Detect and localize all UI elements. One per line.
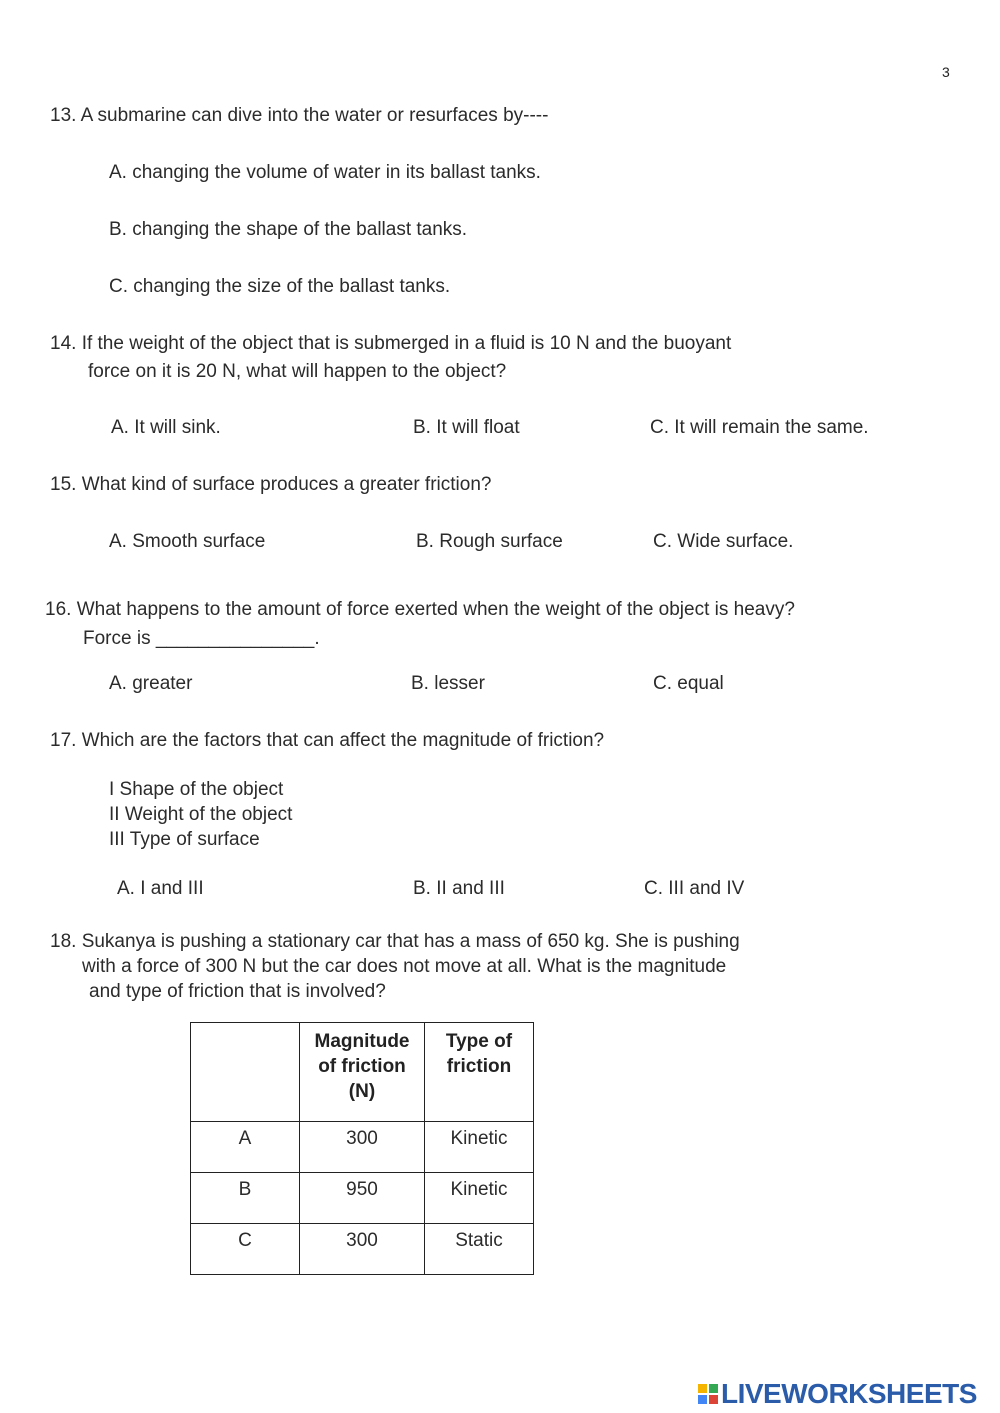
liveworksheets-logo bbox=[698, 1378, 977, 1410]
question-14-option-c: C. It will remain the same. bbox=[650, 417, 869, 438]
friction-options-table bbox=[190, 1022, 534, 1275]
table-header-blank bbox=[191, 1023, 300, 1122]
table-header-type-line-2: friction bbox=[446, 1056, 512, 1077]
logo-square bbox=[709, 1395, 718, 1404]
logo-text: LIVEWORKSHEETS bbox=[721, 1378, 977, 1409]
logo-squares-icon bbox=[698, 1384, 718, 1404]
table-row bbox=[191, 1173, 534, 1224]
question-18-stem-line-2: with a force of 300 N but the car does not move at all. What is the magnitude bbox=[82, 956, 727, 977]
question-14-option-a: A. It will sink. bbox=[111, 417, 221, 438]
table-cell-magnitude: 300 bbox=[300, 1122, 425, 1173]
question-14-stem-line-2: force on it is 20 N, what will happen to the object? bbox=[88, 361, 507, 382]
table-cell-type: Kinetic bbox=[425, 1173, 534, 1224]
table-header-row bbox=[191, 1023, 534, 1122]
question-13-option-b: B. changing the shape of the ballast tanks. bbox=[109, 219, 468, 240]
question-17-option-c: C. III and IV bbox=[644, 878, 745, 899]
question-15-option-c: C. Wide surface. bbox=[653, 531, 794, 552]
question-16-stem-line-2: Force is _______________. bbox=[83, 628, 320, 649]
question-15-stem: 15. What kind of surface produces a greater friction? bbox=[50, 474, 492, 495]
table-header-magnitude-line-3: (N) bbox=[348, 1081, 376, 1102]
table-row bbox=[191, 1122, 534, 1173]
table-cell-magnitude: 950 bbox=[300, 1173, 425, 1224]
logo-square bbox=[698, 1395, 707, 1404]
question-15-option-b: B. Rough surface bbox=[416, 531, 563, 552]
table-cell-option: A bbox=[191, 1122, 300, 1173]
question-18-stem-line-3: and type of friction that is involved? bbox=[89, 981, 386, 1002]
question-16-option-a: A. greater bbox=[109, 673, 193, 694]
question-17-factor-1: I Shape of the object bbox=[109, 779, 284, 800]
logo-square bbox=[709, 1384, 718, 1393]
table-header-magnitude-line-1: Magnitude bbox=[314, 1031, 410, 1052]
question-17-option-a: A. I and III bbox=[117, 878, 204, 899]
question-17-option-b: B. II and III bbox=[413, 878, 505, 899]
question-13-option-a: A. changing the volume of water in its ballast tanks. bbox=[109, 162, 541, 183]
table-header-type bbox=[425, 1023, 534, 1122]
page-number: 3 bbox=[942, 64, 950, 80]
question-15-option-a: A. Smooth surface bbox=[109, 531, 266, 552]
question-13-option-c: C. changing the size of the ballast tanks. bbox=[109, 276, 451, 297]
question-13-stem: 13. A submarine can dive into the water or resurfaces by---- bbox=[50, 105, 549, 126]
question-16-option-b: B. lesser bbox=[411, 673, 485, 694]
table-header-magnitude-line-2: of friction bbox=[318, 1056, 406, 1077]
logo-square bbox=[698, 1384, 707, 1393]
question-17-factor-2: II Weight of the object bbox=[109, 804, 293, 825]
question-14-option-b: B. It will float bbox=[413, 417, 520, 438]
table-cell-type: Static bbox=[425, 1224, 534, 1275]
table-cell-magnitude: 300 bbox=[300, 1224, 425, 1275]
question-17-stem: 17. Which are the factors that can affect the magnitude of friction? bbox=[50, 730, 605, 751]
question-18-stem-line-1: 18. Sukanya is pushing a stationary car that has a mass of 650 kg. She is pushing bbox=[50, 931, 740, 952]
question-17-factor-3: III Type of surface bbox=[109, 829, 260, 850]
question-14-stem-line-1: 14. If the weight of the object that is submerged in a fluid is 10 N and the buoyant bbox=[50, 333, 732, 354]
table-header-magnitude bbox=[300, 1023, 425, 1122]
table-cell-option: B bbox=[191, 1173, 300, 1224]
question-16-option-c: C. equal bbox=[653, 673, 724, 694]
table-cell-option: C bbox=[191, 1224, 300, 1275]
table-row bbox=[191, 1224, 534, 1275]
question-16-stem-line-1: 16. What happens to the amount of force exerted when the weight of the object is heavy? bbox=[45, 599, 795, 620]
table-header-type-line-1: Type of bbox=[445, 1031, 513, 1052]
table-cell-type: Kinetic bbox=[425, 1122, 534, 1173]
